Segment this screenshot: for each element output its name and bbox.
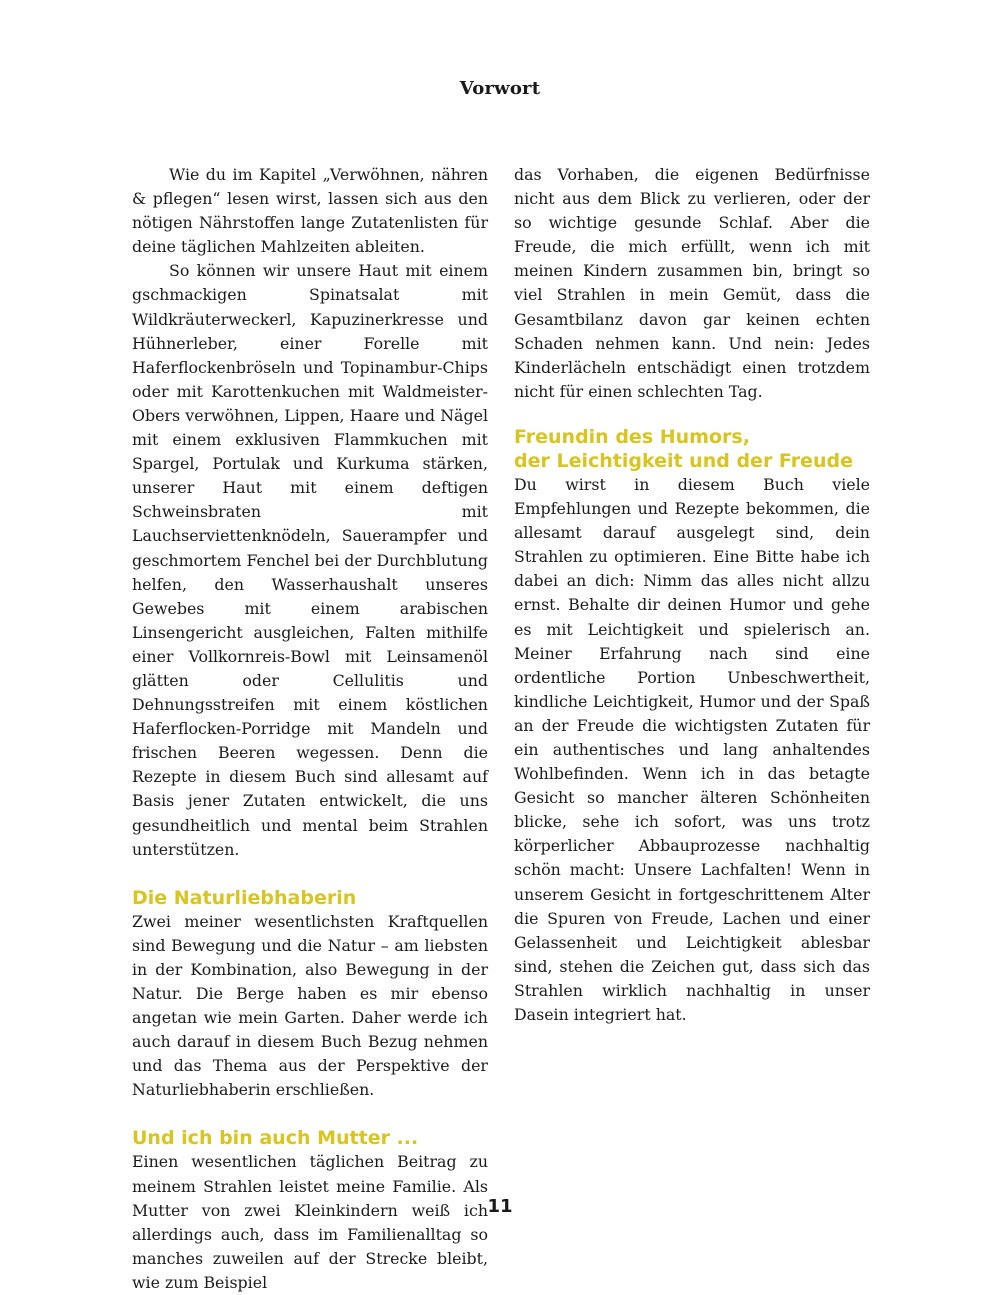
recipes-paragraph: So können wir unsere Haut mit einem gschmackigen Spinatsalat mit Wildkräuterweckerl, Kapuzinerkresse und Hühnerleber, einer Forelle mit Haferflockenbröseln und Topinambur-Chips oder mit Karottenkuchen mit Waldmeister-Obers verwöhnen, Lippen, Haare und Nägel mit einem exklusiven Flammkuchen mit Spargel, Portulak und Kurkuma stärken, unserer Haut mit einem deftigen Schweinsbraten mit Lauchserviettenknödeln, Sauerampfer und geschmortem Fenchel bei der Durchblutung helfen, den Wasserhaushalt unseres Gewebes mit einem arabischen Linsengericht ausgleichen, Falten mithilfe einer Vollkornreis-Bowl mit Leinsamenöl glätten oder Cellulitis und Dehnungsstreifen mit einem köstlichen Haferflocken-Porridge mit Mandeln und frischen Beeren wegessen. Denn die Rezepte in diesem Buch sind allesamt auf Basis jener Zutaten entwickelt, die uns gesundheitlich und mental beim Strahlen unterstützen. bbox=[132, 261, 488, 859]
section-heading-naturliebhaberin: Die Naturliebhaberin bbox=[132, 886, 357, 909]
continued-paragraph: das Vorhaben, die eigenen Bedürfnisse nicht aus dem Blick zu verlieren, oder der so wichtige gesunde Schlaf. Aber die Freude, die mich erfüllt, wenn ich mit meinen Kindern zusammen bin, bringt so viel Strahlen in mein Gemüt, dass die Gesamtbilanz davon gar keinen echten Schaden nehmen kann. Und nein: Jedes Kinderlächeln entschädigt einen trotzdem nicht für einen schlechten Tag. bbox=[514, 165, 870, 401]
section-heading-humor-line-2: der Leichtigkeit und der Freude bbox=[514, 449, 853, 472]
page-number: 11 bbox=[487, 1196, 513, 1217]
family-paragraph: Einen wesentlichen täglichen Beitrag zu meinem Strahlen leistet meine Familie. Als Mutter von zwei Kleinkindern weiß ich allerdings auch, dass im Familienalltag so manches zuweilen auf der Strecke bleibt, wie zum Beispiel bbox=[132, 1152, 488, 1292]
chapter-title: Vorwort bbox=[459, 78, 541, 99]
intro-paragraph: Wie du im Kapitel „Verwöhnen, nähren & pflegen“ lesen wirst, lassen sich aus den nötigen Nährstoffen lange Zutatenlisten für deine täglichen Mahlzeiten ableiten. bbox=[132, 165, 488, 257]
section-heading-mutter: Und ich bin auch Mutter ... bbox=[132, 1127, 419, 1150]
humor-paragraph: Du wirst in diesem Buch viele Empfehlungen und Rezepte bekommen, die allesamt darauf ausgelegt sind, dein Strahlen zu optimieren. Eine Bitte habe ich dabei an dich: Nimm das alles nicht allzu ernst. Behalte dir deinen Humor und gehe es mit Leichtigkeit und spielerisch an. Meiner Erfahrung nach sind eine ordentliche Portion Unbeschwertheit, kindliche Leichtigkeit, Humor und der Spaß an der Freude die wichtigsten Zutaten für ein authentisches und lang anhaltendes Wohlbefinden. Wenn ich in das betagte Gesicht so mancher älteren Schönheiten blicke, sehe ich sofort, was uns trotz körperlicher Abbauprozesse nachhaltig schön macht: Unsere Lachfalten! Wenn in unserem Gesicht in fortgeschrittenem Alter die Spuren von Freude, Lachen und einer Gelassenheit und Leichtigkeit ablesbar sind, stehen die Zeichen gut, dass sich das Strahlen wirklich nachhaltig in unser Dasein integriert hat. bbox=[514, 474, 870, 1024]
section-heading-humor bbox=[514, 425, 870, 473]
left-column bbox=[132, 163, 488, 1295]
right-column bbox=[514, 163, 870, 1027]
nature-paragraph: Zwei meiner wesentlichsten Kraftquellen sind Bewegung und die Natur – am liebsten in der Kombination, also Bewegung in der Natur. Die Berge haben es mir ebenso angetan wie mein Garten. Daher werde ich auch darauf in diesem Buch Bezug nehmen und das Thema aus der Perspektive der Naturliebhaberin erschließen. bbox=[132, 911, 488, 1100]
section-heading-humor-line-1: Freundin des Humors, bbox=[514, 425, 750, 448]
